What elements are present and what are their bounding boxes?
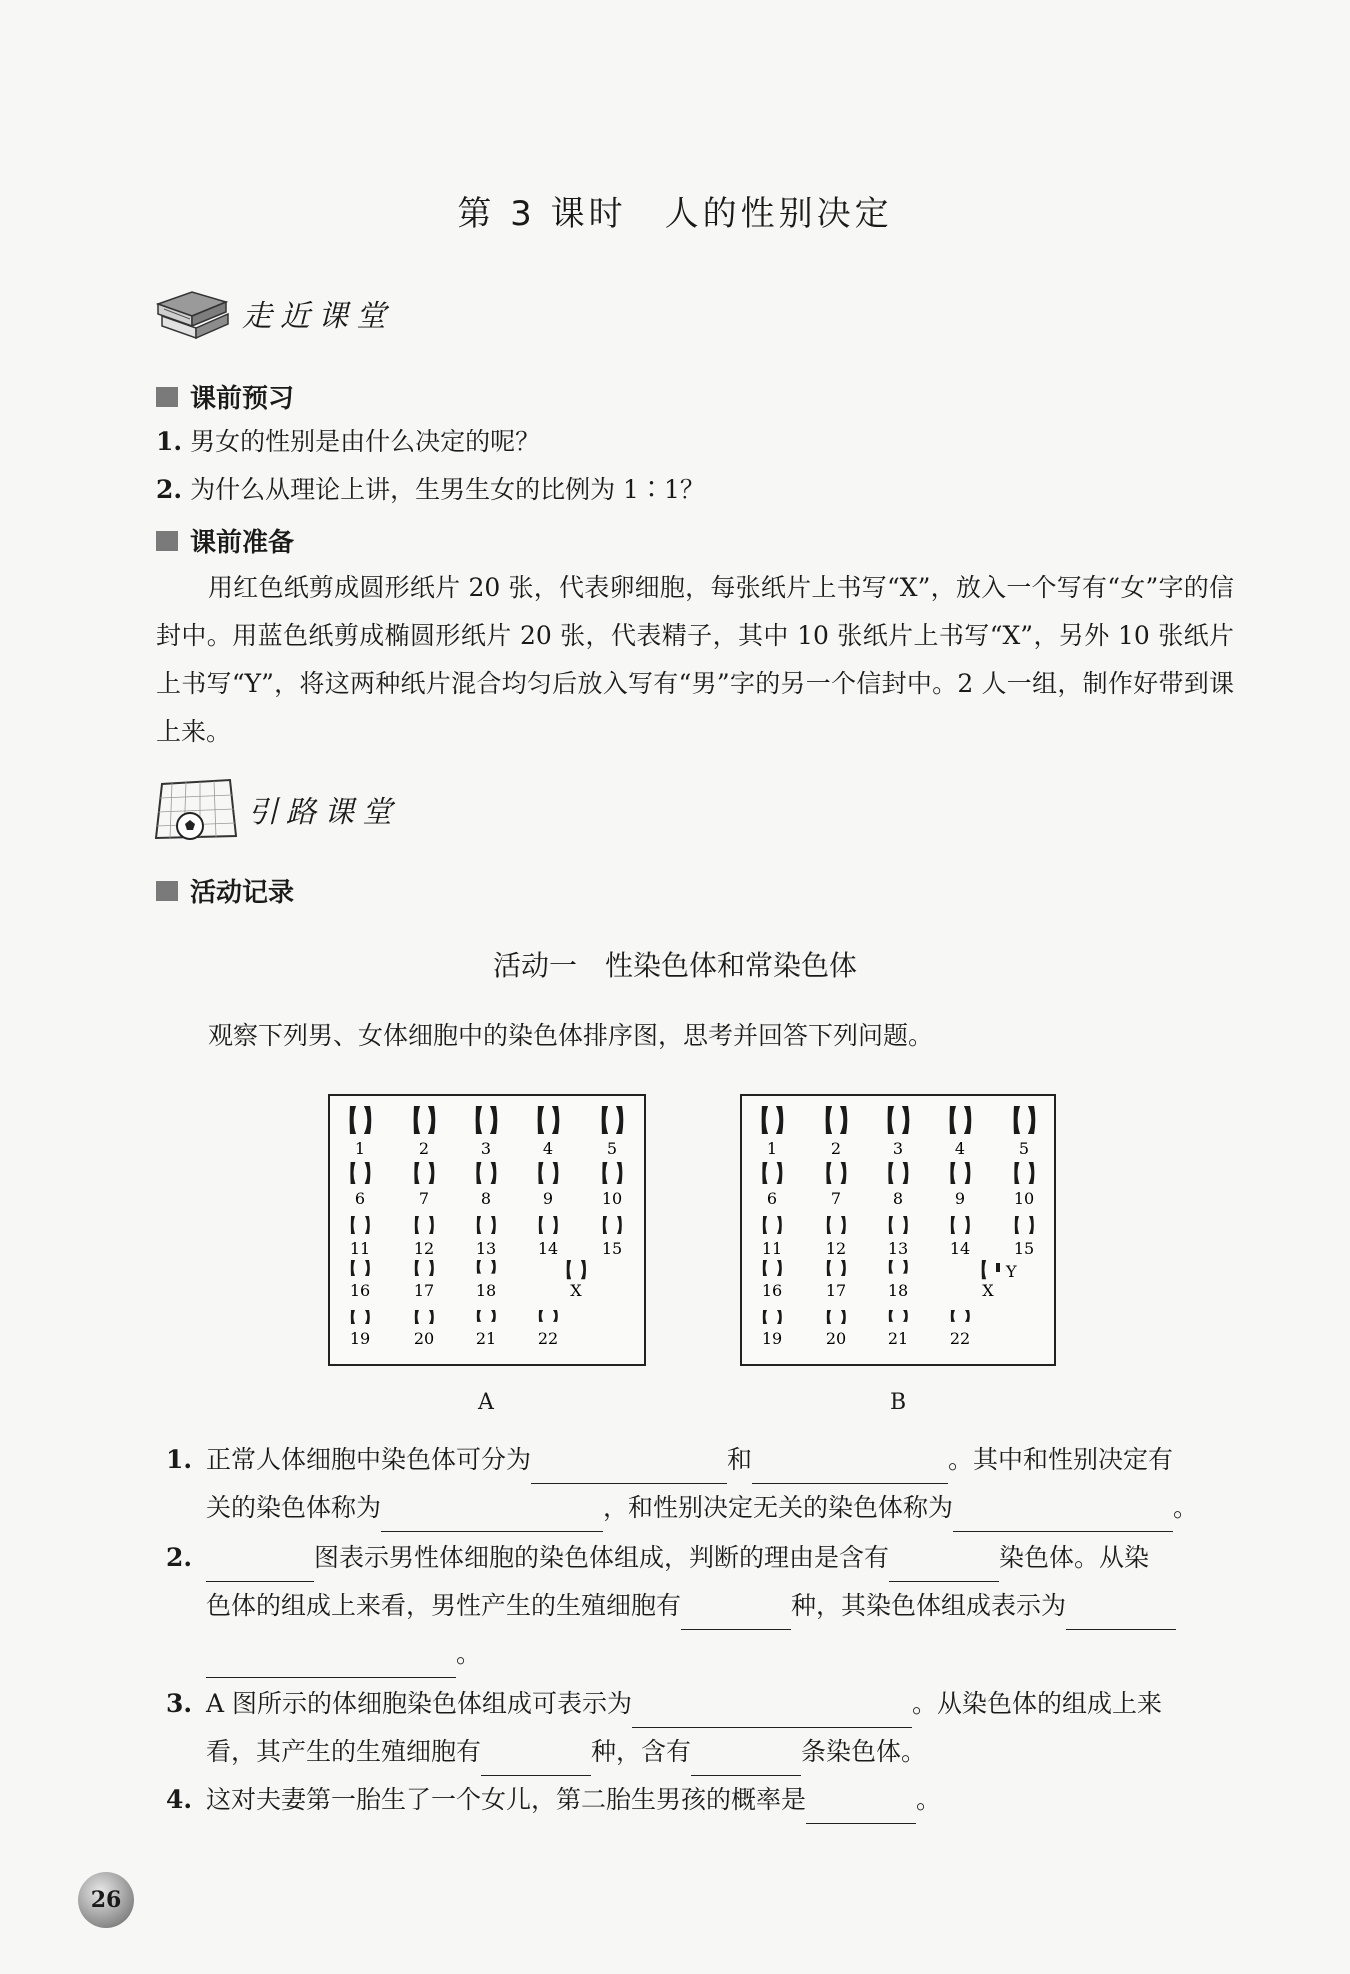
chromosome-pair-14 <box>951 1216 970 1234</box>
lesson-title: 第 3 课时 人的性别决定 <box>457 194 893 234</box>
chromosome-label: 19 <box>761 1329 783 1348</box>
chromosome-pair-8 <box>476 1162 496 1184</box>
answer-blank[interactable] <box>681 1600 791 1630</box>
chromosome-label: 16 <box>761 1281 783 1300</box>
question-text: 。 <box>1173 1493 1199 1522</box>
answer-blank[interactable] <box>1066 1600 1176 1630</box>
chromosome-pair-16 <box>763 1260 782 1276</box>
chromosome-pair-15 <box>603 1216 622 1234</box>
chromosome-pair-17 <box>415 1260 434 1276</box>
chromosome-pair-11 <box>763 1216 782 1234</box>
page-number-badge: 26 <box>78 1872 134 1928</box>
chromosome-label: 3 <box>480 1139 492 1158</box>
answer-blank[interactable] <box>889 1552 999 1582</box>
heading-square-icon <box>156 531 178 551</box>
prep-heading-text: 课前准备 <box>190 528 295 558</box>
chromosome-pair-X <box>567 1260 586 1279</box>
answer-blank[interactable] <box>206 1648 456 1678</box>
chromosome-pair-21 <box>477 1310 496 1322</box>
chromosome-pair-6 <box>350 1162 370 1184</box>
chromosome-label: 17 <box>413 1281 435 1300</box>
chromosome-label: 7 <box>418 1189 430 1208</box>
chromosome-label: 12 <box>413 1239 435 1258</box>
chromosome-pair-9 <box>950 1162 970 1184</box>
chromosome-pair-20 <box>827 1310 846 1324</box>
chromosome-pair-22 <box>539 1310 558 1322</box>
chromosome-pair-3 <box>888 1106 910 1134</box>
chromosome-pair-22 <box>951 1310 970 1322</box>
chromosome-pair-4 <box>950 1106 972 1134</box>
chromosome-pair-6 <box>762 1162 782 1184</box>
item-number: 1. <box>156 427 183 456</box>
chromosome-label: 18 <box>475 1281 497 1300</box>
question-4 <box>166 1776 1236 1824</box>
answer-blank[interactable] <box>206 1552 314 1582</box>
karyotype-svg <box>330 1096 644 1364</box>
chromosome-label: 20 <box>413 1329 435 1348</box>
section-banner-yinlu <box>152 776 400 842</box>
question-text: 染色体。从染 <box>999 1543 1150 1572</box>
chromosome-pair-1 <box>762 1106 784 1134</box>
answer-blank[interactable] <box>531 1454 727 1484</box>
chromosome-label: 10 <box>601 1189 623 1208</box>
question-text: 种，含有 <box>591 1737 692 1766</box>
chromosome-pair-12 <box>415 1216 434 1234</box>
preview-item-1 <box>156 422 540 462</box>
chromosome-pair-12 <box>827 1216 846 1234</box>
question-text: 关的染色体称为 <box>206 1493 382 1522</box>
chromosome-label: 15 <box>601 1239 623 1258</box>
chromosome-pair-5 <box>602 1106 624 1134</box>
question-text: 条染色体。 <box>801 1737 927 1766</box>
question-text: 。 <box>456 1639 482 1668</box>
item-number: 2. <box>156 475 183 504</box>
chromosome-pair-16 <box>351 1260 370 1276</box>
question-text: ，和性别决定无关的染色体称为 <box>603 1493 954 1522</box>
chromosome-pair-X <box>982 1260 1017 1281</box>
question-text: 这对夫妻第一胎生了一个女儿，第二胎生男孩的概率是 <box>206 1785 807 1814</box>
chromosome-label: 4 <box>954 1139 966 1158</box>
section-label: 引路课堂 <box>248 795 400 830</box>
chromosome-label: 9 <box>542 1189 554 1208</box>
question-text: 。其中和性别决定有 <box>948 1445 1174 1474</box>
soccer-goal-icon <box>152 776 238 842</box>
question-text: 。从染色体的组成上来 <box>912 1689 1163 1718</box>
chromosome-label-Y: Y <box>1006 1262 1017 1281</box>
answer-blank[interactable] <box>381 1502 603 1532</box>
chromosome-label: 18 <box>887 1281 909 1300</box>
chromosome-label: 2 <box>830 1139 842 1158</box>
chromosome-label: 13 <box>475 1239 497 1258</box>
chromosome-pair-9 <box>538 1162 558 1184</box>
chromosome-pair-11 <box>351 1216 370 1234</box>
chromosome-label: 7 <box>830 1189 842 1208</box>
chromosome-label: 22 <box>949 1329 971 1348</box>
prep-heading <box>156 522 294 559</box>
chromosome-label: 3 <box>892 1139 904 1158</box>
section-banner-zoujin <box>152 282 394 344</box>
chromosome-label: X <box>982 1281 994 1300</box>
chromosome-pair-10 <box>602 1162 622 1184</box>
question-text: 色体的组成上来看，男性产生的生殖细胞有 <box>206 1591 682 1620</box>
chromosome-label: 5 <box>606 1139 618 1158</box>
chromosome-pair-18 <box>477 1260 496 1274</box>
chromosome-label: 17 <box>825 1281 847 1300</box>
prep-paragraph: 用红色纸剪成圆形纸片 20 张，代表卵细胞，每张纸片上书写“X”，放入一个写有“女”字的信封中。用蓝色纸剪成椭圆形纸片 20 张，代表精子，其中 10 张纸片上书写“X”，另外 10 张纸片上书写“Y”，将这两种纸片混合均匀后放入写有“男”字的另一个信封中。2 人一组，制作好带到课上来。 <box>156 573 1234 746</box>
chromosome-pair-21 <box>889 1310 908 1322</box>
answer-blank[interactable] <box>632 1698 912 1728</box>
question-text: A 图所示的体细胞染色体组成可表示为 <box>206 1689 633 1718</box>
chromosome-label: 11 <box>349 1239 371 1258</box>
chromosome-pair-17 <box>827 1260 846 1276</box>
chromosome-label: 19 <box>349 1329 371 1348</box>
question-number: 3. <box>166 1689 193 1718</box>
chromosome-pair-2 <box>826 1106 848 1134</box>
chromosome-pair-5 <box>1014 1106 1036 1134</box>
heading-square-icon <box>156 387 178 407</box>
preview-heading <box>156 378 294 415</box>
books-icon <box>152 282 232 344</box>
question-number: 2. <box>166 1543 193 1572</box>
answer-blank[interactable] <box>953 1502 1173 1532</box>
chromosome-label: 22 <box>537 1329 559 1348</box>
chromosome-label: 2 <box>418 1139 430 1158</box>
question-text: 。 <box>916 1785 942 1814</box>
question-1 <box>166 1436 1236 1532</box>
karyotype-a-caption: A <box>478 1390 494 1415</box>
chromosome-pair-3 <box>476 1106 498 1134</box>
chromosome-pair-13 <box>477 1216 496 1234</box>
karyotype-b-caption: B <box>890 1390 907 1415</box>
activity-record-heading <box>156 872 294 909</box>
question-3 <box>166 1680 1236 1776</box>
item-text: 男女的性别是由什么决定的呢？ <box>190 427 541 456</box>
question-number: 1. <box>166 1445 193 1474</box>
chromosome-pair-19 <box>351 1310 370 1324</box>
question-2 <box>166 1534 1236 1678</box>
chromosome-label: 8 <box>892 1189 904 1208</box>
chromosome-label: 21 <box>475 1329 497 1348</box>
chromosome-pair-1 <box>350 1106 372 1134</box>
chromosome-label: 11 <box>761 1239 783 1258</box>
chromosome-pair-20 <box>415 1310 434 1324</box>
chromosome-label: 21 <box>887 1329 909 1348</box>
chromosome-label: 9 <box>954 1189 966 1208</box>
karyotype-a-figure <box>328 1094 646 1366</box>
chromosome-label: 6 <box>766 1189 778 1208</box>
chromosome-pair-18 <box>889 1260 908 1274</box>
chromosome-label: 5 <box>1018 1139 1030 1158</box>
preview-item-2 <box>156 470 705 510</box>
chromosome-label: 6 <box>354 1189 366 1208</box>
chromosome-pair-15 <box>1015 1216 1034 1234</box>
preview-heading-text: 课前预习 <box>190 384 295 414</box>
chromosome-pair-14 <box>539 1216 558 1234</box>
chromosome-pair-13 <box>889 1216 908 1234</box>
question-text: 图表示男性体细胞的染色体组成，判断的理由是含有 <box>314 1543 890 1572</box>
activity-title: 活动一 性染色体和常染色体 <box>492 949 857 982</box>
question-number: 4. <box>166 1785 193 1814</box>
chromosome-pair-19 <box>763 1310 782 1324</box>
chromosome-label: 16 <box>349 1281 371 1300</box>
chromosome-label: 1 <box>766 1139 778 1158</box>
answer-blank[interactable] <box>752 1454 948 1484</box>
chromosome-label: 15 <box>1013 1239 1035 1258</box>
chromosome-label: 14 <box>537 1239 559 1258</box>
answer-blank[interactable] <box>481 1746 591 1776</box>
karyotype-svg <box>742 1096 1054 1364</box>
answer-blank[interactable] <box>806 1794 916 1824</box>
activity-intro: 观察下列男、女体细胞中的染色体排序图，思考并回答下列问题。 <box>208 1021 934 1050</box>
question-text: 和 <box>727 1445 753 1474</box>
section-label: 走近课堂 <box>242 299 394 334</box>
heading-square-icon <box>156 881 178 901</box>
answer-blank[interactable] <box>691 1746 801 1776</box>
chromosome-pair-7 <box>826 1162 846 1184</box>
chromosome-label: 1 <box>354 1139 366 1158</box>
chromosome-label: 14 <box>949 1239 971 1258</box>
chromosome-label: 8 <box>480 1189 492 1208</box>
question-text: 种，其染色体组成表示为 <box>791 1591 1067 1620</box>
question-text: 正常人体细胞中染色体可分为 <box>206 1445 532 1474</box>
chromosome-label: 4 <box>542 1139 554 1158</box>
karyotype-b-figure <box>740 1094 1056 1366</box>
chromosome-label: 20 <box>825 1329 847 1348</box>
chromosome-label: 12 <box>825 1239 847 1258</box>
chromosome-label: X <box>570 1281 582 1300</box>
item-text: 为什么从理论上讲，生男生女的比例为 1∶1？ <box>190 475 705 504</box>
chromosome-pair-8 <box>888 1162 908 1184</box>
chromosome-label: 13 <box>887 1239 909 1258</box>
chromosome-pair-7 <box>414 1162 434 1184</box>
question-text: 看，其产生的生殖细胞有 <box>206 1737 482 1766</box>
activity-record-heading-text: 活动记录 <box>190 878 295 908</box>
chromosome-label: 10 <box>1013 1189 1035 1208</box>
chromosome-pair-2 <box>414 1106 436 1134</box>
chromosome-pair-10 <box>1014 1162 1034 1184</box>
chromosome-pair-4 <box>538 1106 560 1134</box>
